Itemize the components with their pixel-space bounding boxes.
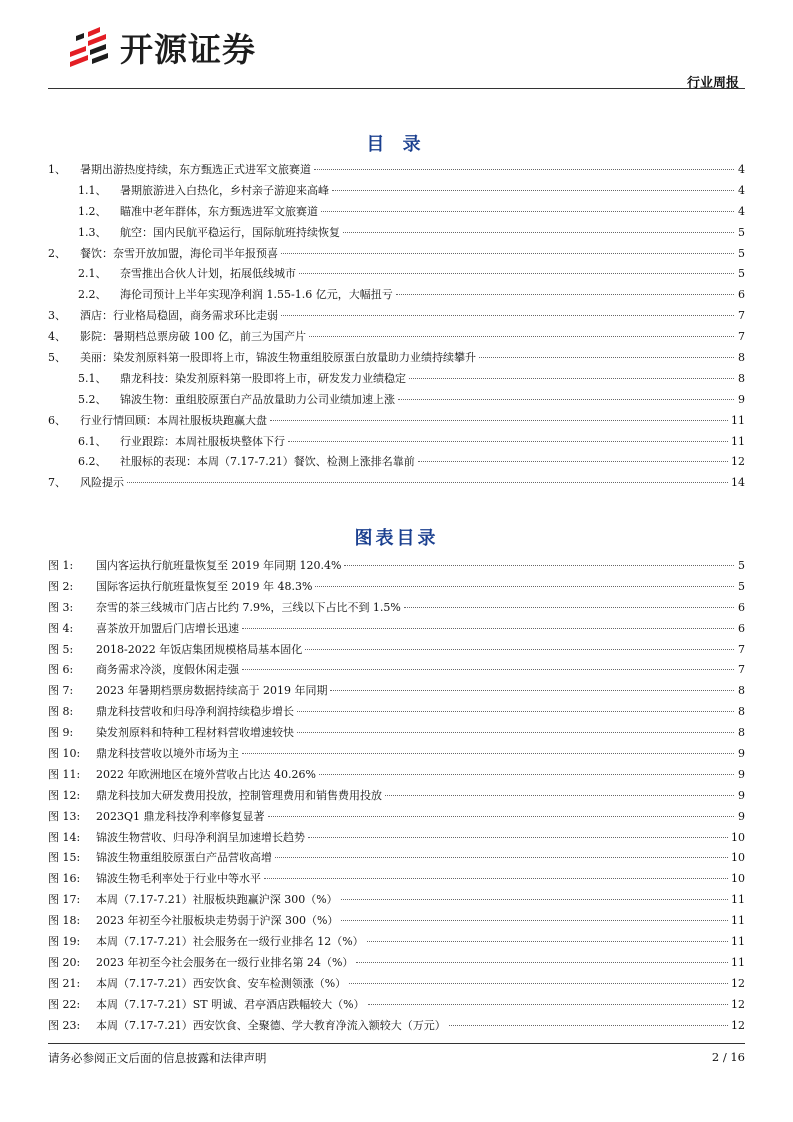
entry-number: 6.1、 — [78, 434, 107, 448]
entry-page: 10 — [731, 872, 745, 886]
figure-entry[interactable] — [48, 932, 745, 953]
entry-page: 7 — [738, 642, 745, 656]
toc-entry[interactable] — [48, 264, 745, 285]
entry-title[interactable]: 鼎龙科技营收和归母净利润持续稳步增长 — [96, 705, 294, 719]
entry-title[interactable]: 瞄准中老年群体，东方甄选进军文旅赛道 — [120, 204, 318, 218]
dot-leader — [344, 565, 734, 566]
entry-page: 11 — [731, 413, 745, 427]
entry-title[interactable]: 本周（7.17-7.21）社服板块跑赢沪深 300（%） — [96, 893, 338, 907]
entry-number: 1、 — [48, 163, 66, 176]
figure-entry[interactable] — [48, 974, 745, 995]
entry-page: 12 — [731, 997, 745, 1011]
entry-page: 5 — [738, 579, 745, 593]
entry-number: 5.2、 — [78, 392, 107, 406]
entry-page: 6 — [738, 288, 745, 302]
entry-page: 10 — [731, 830, 745, 844]
entry-number: 图 6: — [48, 663, 74, 677]
toc-entry[interactable] — [48, 390, 745, 411]
entry-title[interactable]: 2018-2022 年饭店集团规模格局基本固化 — [96, 642, 303, 656]
dot-leader — [242, 669, 734, 670]
entry-page: 5 — [738, 559, 745, 572]
figure-entry[interactable] — [48, 807, 745, 828]
figure-entry[interactable] — [48, 744, 745, 765]
dot-leader — [297, 711, 734, 712]
figure-entry[interactable] — [48, 640, 745, 661]
dot-leader — [315, 586, 734, 587]
dot-leader — [270, 420, 728, 421]
entry-number: 图 10: — [48, 747, 81, 761]
entry-number: 图 3: — [48, 600, 74, 614]
entry-page: 11 — [731, 914, 745, 928]
dot-leader — [309, 336, 734, 337]
figure-entry[interactable] — [48, 681, 745, 702]
entry-page: 8 — [738, 351, 745, 365]
entry-page: 9 — [738, 809, 745, 823]
dot-leader — [332, 190, 734, 191]
entry-number: 图 14: — [48, 830, 81, 844]
dot-leader — [127, 482, 728, 483]
toc-entry[interactable] — [48, 432, 745, 453]
dot-leader — [308, 837, 728, 838]
entry-number: 图 16: — [48, 872, 81, 886]
entry-number: 图 22: — [48, 997, 81, 1011]
entry-page: 12 — [731, 976, 745, 990]
figure-entry[interactable] — [48, 828, 745, 849]
dot-leader — [449, 1025, 728, 1026]
footer-divider — [48, 1043, 745, 1044]
dot-leader — [330, 690, 734, 691]
entry-number: 4、 — [48, 330, 66, 344]
figure-entry[interactable] — [48, 702, 745, 723]
entry-page: 4 — [738, 183, 745, 197]
entry-number: 图 17: — [48, 893, 81, 907]
entry-number: 2.1、 — [78, 267, 107, 281]
entry-number: 图 23: — [48, 1018, 81, 1032]
entry-page: 7 — [738, 330, 745, 344]
figure-entry[interactable] — [48, 577, 745, 598]
entry-number: 3、 — [48, 309, 66, 323]
figures-list — [48, 556, 745, 1036]
entry-title[interactable]: 奈雪推出合伙人计划，拓展低线城市 — [120, 267, 296, 281]
brand-logo — [66, 22, 256, 72]
entry-title[interactable]: 行业行情回顾：本周社服板块跑赢大盘 — [80, 413, 267, 427]
dot-leader — [264, 878, 728, 879]
figure-entry[interactable] — [48, 1016, 745, 1037]
entry-page: 8 — [738, 705, 745, 719]
entry-page: 8 — [738, 684, 745, 698]
entry-number: 图 11: — [48, 767, 81, 781]
entry-number: 2、 — [48, 246, 66, 260]
entry-title[interactable]: 社服标的表现：本周（7.17-7.21）餐饮、检测上涨排名靠前 — [120, 455, 415, 469]
entry-page: 7 — [738, 309, 745, 323]
entry-number: 2.2、 — [78, 288, 107, 302]
figure-entry[interactable] — [48, 890, 745, 911]
entry-title[interactable]: 国际客运执行航班量恢复至 2019 年 48.3% — [96, 579, 313, 593]
figure-entry[interactable] — [48, 786, 745, 807]
entry-number: 图 1: — [48, 559, 74, 572]
footer-disclaimer: 请务必参阅正文后面的信息披露和法律声明 — [48, 1051, 267, 1065]
entry-title[interactable]: 国内客运执行航班量恢复至 2019 年同期 120.4% — [96, 559, 342, 572]
dot-leader — [314, 169, 734, 170]
entry-title[interactable]: 鼎龙科技：染发剂原料第一股即将上市，研发发力业绩稳定 — [120, 371, 406, 385]
entry-title[interactable]: 锦波生物毛利率处于行业中等水平 — [96, 872, 261, 886]
entry-page: 5 — [738, 267, 745, 281]
figure-entry[interactable] — [48, 660, 745, 681]
toc-entry[interactable] — [48, 327, 745, 348]
entry-number: 图 7: — [48, 684, 74, 698]
entry-page: 12 — [731, 455, 745, 469]
entry-title[interactable]: 染发剂原料和特种工程材料营收增速较快 — [96, 726, 294, 740]
page-header — [48, 20, 745, 90]
entry-title[interactable]: 风险提示 — [80, 476, 124, 490]
entry-number: 7、 — [48, 476, 66, 490]
entry-title[interactable]: 2023Q1 鼎龙科技净利率修复显著 — [96, 809, 265, 823]
dot-leader — [297, 732, 734, 733]
entry-title[interactable]: 美丽：染发剂原料第一股即将上市，锦波生物重组胶原蛋白放量助力业绩持续攀升 — [80, 351, 476, 365]
toc-entry[interactable] — [48, 369, 745, 390]
brand-mark-icon — [66, 22, 112, 72]
dot-leader — [321, 211, 734, 212]
dot-leader — [368, 1004, 728, 1005]
entry-page: 10 — [731, 851, 745, 865]
entry-number: 图 4: — [48, 621, 74, 635]
entry-page: 11 — [731, 434, 745, 448]
entry-title[interactable]: 本周（7.17-7.21）西安饮食、安车检测领涨（%） — [96, 976, 347, 990]
toc-entry[interactable] — [48, 348, 745, 369]
figure-entry[interactable] — [48, 911, 745, 932]
toc-entry[interactable] — [48, 181, 745, 202]
entry-page: 9 — [738, 767, 745, 781]
entry-title[interactable]: 锦波生物：重组胶原蛋白产品放量助力公司业绩加速上涨 — [120, 392, 395, 406]
page-number: 2 / 16 — [711, 1050, 745, 1064]
entry-number: 6、 — [48, 413, 66, 427]
entry-page: 6 — [738, 621, 745, 635]
entry-title[interactable]: 航空：国内民航平稳运行，国际航班持续恢复 — [120, 225, 340, 239]
toc-entry[interactable] — [48, 411, 745, 432]
dot-leader — [418, 461, 728, 462]
entry-page: 9 — [738, 788, 745, 802]
entry-title[interactable]: 行业跟踪：本周社服板块整体下行 — [120, 434, 285, 448]
entry-number: 图 9: — [48, 726, 74, 740]
figure-entry[interactable] — [48, 723, 745, 744]
entry-number: 图 2: — [48, 579, 74, 593]
dot-leader — [319, 774, 734, 775]
entry-page: 11 — [731, 955, 745, 969]
entry-title[interactable]: 本周（7.17-7.21）ST 明诚、君亭酒店跌幅较大（%） — [96, 997, 365, 1011]
report-type: 行业周报 — [686, 76, 739, 91]
dot-leader — [341, 920, 728, 921]
toc-entry[interactable] — [48, 306, 745, 327]
entry-number: 图 5: — [48, 642, 74, 656]
dot-leader — [281, 315, 734, 316]
toc-entry[interactable] — [48, 160, 745, 181]
entry-number: 图 12: — [48, 788, 81, 802]
entry-title[interactable]: 鼎龙科技加大研发费用投放，控制管理费用和销售费用投放 — [96, 788, 382, 802]
dot-leader — [281, 253, 734, 254]
entry-number: 图 18: — [48, 914, 81, 928]
toc-list — [48, 160, 745, 494]
dot-leader — [242, 753, 734, 754]
dot-leader — [385, 795, 734, 796]
dot-leader — [356, 962, 728, 963]
dot-leader — [349, 983, 728, 984]
dot-leader — [409, 378, 734, 379]
dot-leader — [299, 273, 734, 274]
toc-title: 目 录 — [366, 134, 427, 155]
entry-title[interactable]: 2022 年欧洲地区在境外营收占比达 40.26% — [96, 767, 316, 781]
toc-entry[interactable] — [48, 223, 745, 244]
header-divider — [48, 88, 745, 89]
dot-leader — [288, 441, 728, 442]
dot-leader — [367, 941, 728, 942]
dot-leader — [398, 399, 734, 400]
figure-entry[interactable] — [48, 619, 745, 640]
entry-page: 5 — [738, 246, 745, 260]
figure-entry[interactable] — [48, 848, 745, 869]
entry-number: 图 19: — [48, 935, 81, 949]
dot-leader — [305, 649, 734, 650]
entry-number: 5.1、 — [78, 371, 107, 385]
figure-entry[interactable] — [48, 598, 745, 619]
entry-title[interactable]: 影院：暑期档总票房破 100 亿，前三为国产片 — [80, 330, 306, 344]
entry-title[interactable]: 酒店：行业格局稳固，商务需求环比走弱 — [80, 309, 278, 323]
figure-entry[interactable] — [48, 995, 745, 1016]
entry-page: 4 — [738, 204, 745, 218]
entry-number: 1.1、 — [78, 183, 107, 197]
figure-entry[interactable] — [48, 953, 745, 974]
entry-title[interactable]: 暑期出游热度持续，东方甄选正式进军文旅赛道 — [80, 163, 311, 176]
toc-entry[interactable] — [48, 473, 745, 494]
entry-page: 9 — [738, 392, 745, 406]
entry-number: 图 8: — [48, 705, 74, 719]
entry-title[interactable]: 2023 年暑期档票房数据持续高于 2019 年同期 — [96, 684, 328, 698]
entry-number: 图 15: — [48, 851, 81, 865]
dot-leader — [404, 607, 734, 608]
entry-page: 9 — [738, 747, 745, 761]
entry-title[interactable]: 商务需求冷淡，度假休闲走强 — [96, 663, 239, 677]
entry-page: 11 — [731, 935, 745, 949]
dot-leader — [343, 232, 734, 233]
entry-number: 图 21: — [48, 976, 81, 990]
entry-title[interactable]: 暑期旅游进入白热化，乡村亲子游迎来高峰 — [120, 183, 329, 197]
dot-leader — [396, 294, 734, 295]
dot-leader — [242, 628, 734, 629]
figure-entry[interactable] — [48, 556, 745, 577]
dot-leader — [268, 816, 734, 817]
entry-number: 5、 — [48, 351, 66, 365]
dot-leader — [479, 357, 734, 358]
entry-title[interactable]: 本周（7.17-7.21）社会服务在一级行业排名 12（%） — [96, 935, 364, 949]
entry-title[interactable]: 奈雪的茶三线城市门店占比约 7.9%，三线以下占比不到 1.5% — [96, 600, 401, 614]
entry-title[interactable]: 2023 年初至今社会服务在一级行业排名第 24（%） — [96, 955, 354, 969]
entry-title[interactable]: 鼎龙科技营收以境外市场为主 — [96, 747, 239, 761]
entry-title[interactable]: 本周（7.17-7.21）西安饮食、全聚德、学大教育净流入额较大（万元） — [96, 1018, 446, 1032]
entry-number: 图 20: — [48, 955, 81, 969]
entry-page: 7 — [738, 663, 745, 677]
toc-entry[interactable] — [48, 285, 745, 306]
entry-page: 8 — [738, 371, 745, 385]
entry-page: 5 — [738, 225, 745, 239]
entry-page: 12 — [731, 1018, 745, 1032]
entry-number: 图 13: — [48, 809, 81, 823]
entry-number: 1.3、 — [78, 225, 107, 239]
entry-title[interactable]: 喜茶放开加盟后门店增长迅速 — [96, 621, 239, 635]
entry-number: 1.2、 — [78, 204, 107, 218]
figure-entry[interactable] — [48, 765, 745, 786]
entry-page: 14 — [731, 476, 745, 490]
toc-entry[interactable] — [48, 202, 745, 223]
entry-page: 8 — [738, 726, 745, 740]
brand-name: 开源证券 — [120, 29, 256, 69]
entry-title[interactable]: 海伦司预计上半年实现净利润 1.55-1.6 亿元，大幅扭亏 — [120, 288, 393, 302]
dot-leader — [275, 857, 728, 858]
toc-entry[interactable] — [48, 244, 745, 265]
entry-page: 6 — [738, 600, 745, 614]
entry-page: 11 — [731, 893, 745, 907]
entry-page: 4 — [738, 163, 745, 176]
figures-title: 图表目录 — [354, 528, 439, 549]
entry-title[interactable]: 锦波生物重组胶原蛋白产品营收高增 — [96, 851, 272, 865]
entry-title[interactable]: 锦波生物营收、归母净利润呈加速增长趋势 — [96, 830, 305, 844]
toc-entry[interactable] — [48, 452, 745, 473]
entry-title[interactable]: 餐饮：奈雪开放加盟，海伦司半年报预喜 — [80, 246, 278, 260]
entry-number: 6.2、 — [78, 455, 107, 469]
entry-title[interactable]: 2023 年初至今社服板块走势弱于沪深 300（%） — [96, 914, 339, 928]
dot-leader — [341, 899, 728, 900]
figure-entry[interactable] — [48, 869, 745, 890]
